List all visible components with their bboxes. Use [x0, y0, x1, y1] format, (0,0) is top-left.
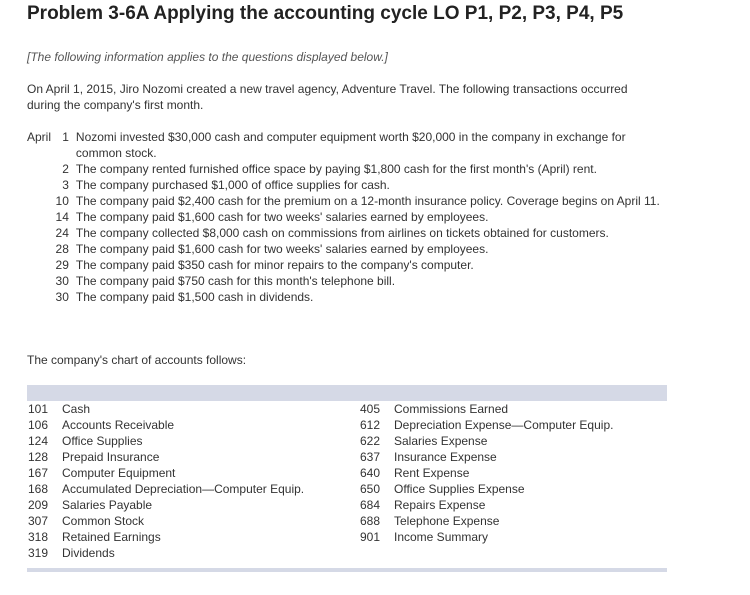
account-name: Accumulated Depreciation—Computer Equip.	[62, 482, 305, 496]
transaction-day: 1	[62, 130, 69, 144]
account-row	[28, 401, 304, 417]
account-row	[360, 513, 613, 529]
transaction-month	[27, 273, 52, 289]
transaction-month	[27, 209, 52, 225]
account-number: 684	[360, 498, 381, 512]
account-row	[28, 545, 304, 561]
transaction-month	[27, 257, 52, 273]
transaction-description: The company paid $1,600 cash for two weeks' salaries earned by employees.	[75, 210, 489, 224]
transactions-table	[27, 129, 667, 305]
account-name: Dividends	[62, 546, 115, 560]
transaction-month	[27, 225, 52, 241]
transaction-day: 30	[55, 274, 69, 288]
transaction-description: The company purchased $1,000 of office supplies for cash.	[75, 178, 390, 192]
context-note: [The following information applies to the questions displayed below.]	[27, 50, 388, 64]
account-name: Cash	[62, 402, 91, 416]
account-name: Salaries Payable	[62, 498, 153, 512]
account-name: Income Summary	[394, 530, 489, 544]
account-row	[360, 433, 613, 449]
transaction-description: Nozomi invested $30,000 cash and computer equipment worth $20,000 in the company in exchange for common stock.	[75, 130, 626, 160]
transaction-row	[27, 241, 667, 257]
transaction-day: 14	[55, 210, 69, 224]
account-row	[28, 513, 304, 529]
account-number: 650	[360, 482, 381, 496]
transaction-month	[27, 161, 52, 177]
account-row	[360, 417, 613, 433]
account-name: Computer Equipment	[62, 466, 176, 480]
transaction-month	[27, 177, 52, 193]
transaction-month: April	[27, 130, 52, 144]
transaction-row	[27, 225, 667, 241]
account-name: Office Supplies Expense	[394, 482, 525, 496]
chart-of-accounts-header-bar	[27, 385, 667, 401]
account-number: 209	[28, 498, 49, 512]
transaction-row	[27, 257, 667, 273]
account-row	[28, 417, 304, 433]
account-number: 637	[360, 450, 381, 464]
transaction-description: The company collected $8,000 cash on commissions from airlines on tickets obtained for customers.	[75, 226, 609, 240]
account-name: Insurance Expense	[394, 450, 497, 464]
account-name: Repairs Expense	[394, 498, 486, 512]
account-row	[360, 465, 613, 481]
account-name: Salaries Expense	[394, 434, 488, 448]
transaction-row	[27, 161, 667, 177]
account-number: 640	[360, 466, 381, 480]
account-row	[360, 449, 613, 465]
account-row	[360, 497, 613, 513]
account-number: 168	[28, 482, 49, 496]
account-number: 901	[360, 530, 381, 544]
account-number: 124	[28, 434, 49, 448]
transaction-description: The company paid $1,600 cash for two weeks' salaries earned by employees.	[75, 242, 489, 256]
account-name: Prepaid Insurance	[62, 450, 160, 464]
account-name: Retained Earnings	[62, 530, 161, 544]
transaction-day: 3	[62, 178, 69, 192]
account-name: Rent Expense	[394, 466, 470, 480]
account-name: Depreciation Expense—Computer Equip.	[394, 418, 614, 432]
transaction-month	[27, 289, 52, 305]
transaction-day: 28	[55, 242, 69, 256]
account-number: 688	[360, 514, 381, 528]
transaction-row	[27, 177, 667, 193]
chart-of-accounts-intro: The company's chart of accounts follows:	[27, 353, 247, 367]
intro-paragraph: On April 1, 2015, Jiro Nozomi created a new travel agency, Adventure Travel. The following transactions occurred during the company's first month.	[27, 82, 628, 112]
transaction-row	[27, 129, 667, 161]
transaction-description: The company rented furnished office space by paying $1,800 cash for the first month's (April) rent.	[75, 162, 597, 176]
transaction-description: The company paid $350 cash for minor repairs to the company's computer.	[75, 258, 474, 272]
transaction-day: 24	[55, 226, 69, 240]
transaction-row	[27, 273, 667, 289]
account-row	[28, 465, 304, 481]
account-row	[28, 433, 304, 449]
transaction-row	[27, 209, 667, 225]
account-number: 318	[28, 530, 49, 544]
account-name: Commissions Earned	[394, 402, 509, 416]
account-row	[28, 449, 304, 465]
account-number: 319	[28, 546, 49, 560]
chart-of-accounts-footer-bar	[27, 568, 667, 572]
accounts-left-column	[28, 401, 304, 561]
transaction-day: 10	[55, 194, 69, 208]
accounts-right-column	[360, 401, 613, 545]
account-number: 106	[28, 418, 49, 432]
account-row	[28, 481, 304, 497]
account-number: 307	[28, 514, 49, 528]
transaction-row	[27, 289, 667, 305]
account-row	[360, 481, 613, 497]
account-number: 405	[360, 402, 381, 416]
transaction-description: The company paid $750 cash for this month's telephone bill.	[75, 274, 396, 288]
transaction-row	[27, 193, 667, 209]
account-number: 101	[28, 402, 49, 416]
account-name: Accounts Receivable	[62, 418, 175, 432]
account-row	[360, 529, 613, 545]
transaction-day: 29	[55, 258, 69, 272]
transaction-day: 2	[62, 162, 69, 176]
transaction-description: The company paid $1,500 cash in dividends.	[75, 290, 314, 304]
account-row	[28, 529, 304, 545]
account-number: 128	[28, 450, 49, 464]
problem-title: Problem 3-6A Applying the accounting cycle LO P1, P2, P3, P4, P5	[27, 3, 624, 24]
account-number: 167	[28, 466, 49, 480]
account-number: 612	[360, 418, 381, 432]
account-name: Common Stock	[62, 514, 145, 528]
transaction-day: 30	[55, 290, 69, 304]
transaction-month	[27, 241, 52, 257]
account-row	[28, 497, 304, 513]
account-name: Telephone Expense	[394, 514, 500, 528]
transaction-description: The company paid $2,400 cash for the premium on a 12-month insurance policy. Coverage begins on April 11.	[75, 194, 660, 208]
account-number: 622	[360, 434, 381, 448]
account-name: Office Supplies	[62, 434, 143, 448]
transaction-month	[27, 193, 52, 209]
account-row	[360, 401, 613, 417]
